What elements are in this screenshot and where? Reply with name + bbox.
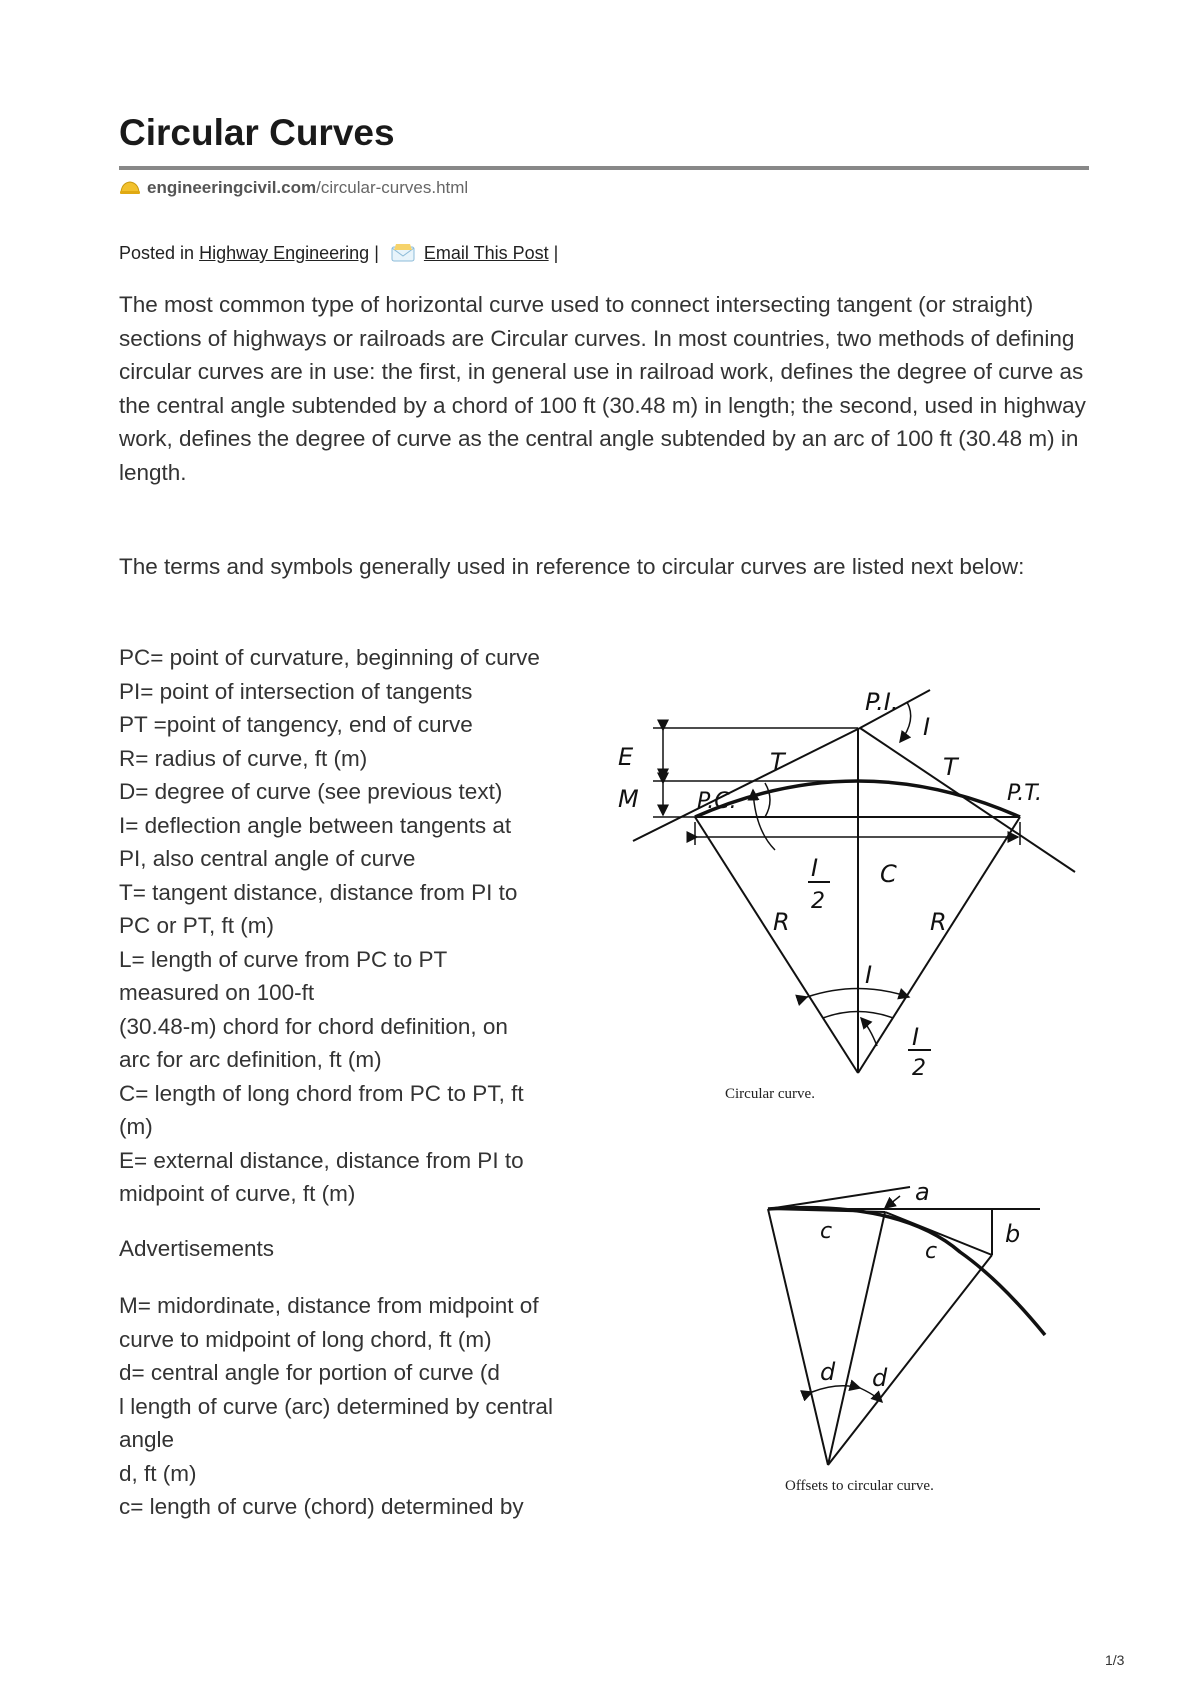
label-i-center: I bbox=[865, 961, 873, 989]
circular-curve-figure bbox=[615, 650, 1085, 1105]
figure-1-caption: Circular curve. bbox=[725, 1086, 815, 1102]
label-half2-den: 2 bbox=[912, 1056, 926, 1081]
label-half-den: 2 bbox=[811, 889, 825, 914]
term-line: L= length of curve from PC to PT bbox=[119, 946, 448, 972]
label-pi: P.I. bbox=[865, 688, 899, 716]
source-domain: engineeringcivil.com bbox=[147, 178, 317, 197]
label-c2: c bbox=[925, 1239, 938, 1264]
label-i-half2-num: I bbox=[912, 1023, 920, 1051]
term-line: R= radius of curve, ft (m) bbox=[119, 745, 368, 771]
label-b: b bbox=[1005, 1220, 1021, 1248]
term-line: l length of curve (arc) determined by central bbox=[119, 1393, 553, 1419]
term-line: d, ft (m) bbox=[119, 1460, 197, 1486]
term-line: c= length of curve (chord) determined by bbox=[119, 1494, 524, 1519]
term-line: curve to midpoint of long chord, ft (m) bbox=[119, 1326, 492, 1352]
label-d1: d bbox=[820, 1358, 836, 1386]
label-c: C bbox=[880, 860, 897, 888]
term-line: PC or PT, ft (m) bbox=[119, 913, 275, 938]
source-url[interactable] bbox=[119, 178, 468, 198]
term-line: C= length of long chord from PC to PT, ft bbox=[119, 1080, 524, 1106]
terms-list bbox=[119, 641, 604, 1211]
term-line: PI, also central angle of curve bbox=[119, 846, 416, 871]
label-pt: P.T. bbox=[1007, 781, 1043, 806]
title-divider bbox=[119, 166, 1089, 170]
label-t-left: T bbox=[770, 748, 785, 776]
label-pc: P.C. bbox=[697, 789, 737, 814]
terms-intro-paragraph: The terms and symbols generally used in reference to circular curves are listed next below: bbox=[119, 554, 1025, 579]
intro-paragraph: The most common type of horizontal curve used to connect intersecting tangent (or straight) sections of highways or railroads are Circular curves. In most countries, two methods of defining circular curves are in use: the first, in general use in railroad work, defines the degree of curve as the central angle subtended by a chord of 100 ft (30.48 m) in length; the second, used in highway work, defines the degree of curve as the central angle subtended by an arc of 100 ft (30.48 m) in length. bbox=[119, 292, 1086, 485]
term-line: arc for arc definition, ft (m) bbox=[119, 1047, 382, 1072]
term-line: (m) bbox=[119, 1114, 153, 1139]
advertisements-label: Advertisements bbox=[119, 1236, 275, 1261]
figure-2-caption: Offsets to circular curve. bbox=[785, 1478, 934, 1494]
label-t-right: T bbox=[943, 753, 958, 781]
term-line: angle bbox=[119, 1427, 175, 1452]
term-line: M= midordinate, distance from midpoint of bbox=[119, 1293, 539, 1318]
term-line: PI= point of intersection of tangents bbox=[119, 678, 473, 704]
term-line: PC= point of curvature, beginning of curve bbox=[119, 645, 540, 670]
label-e: E bbox=[618, 743, 634, 771]
label-c1: c bbox=[820, 1219, 833, 1244]
label-i-top: I bbox=[923, 713, 931, 741]
email-post-link[interactable]: Email This Post bbox=[423, 243, 549, 263]
label-i-half-num: I bbox=[811, 854, 819, 882]
page-number: 1/3 bbox=[1105, 1652, 1125, 1668]
label-m: M bbox=[618, 785, 639, 813]
term-line: I= deflection angle between tangents at bbox=[119, 812, 512, 838]
category-link[interactable]: Highway Engineering bbox=[199, 243, 370, 263]
meta-separator: | bbox=[374, 243, 379, 263]
term-line: midpoint of curve, ft (m) bbox=[119, 1181, 356, 1206]
email-icon bbox=[390, 242, 416, 264]
term-line: PT =point of tangency, end of curve bbox=[119, 712, 473, 737]
term-line: T= tangent distance, distance from PI to bbox=[119, 879, 518, 905]
label-r-right: R bbox=[930, 908, 947, 936]
label-a: a bbox=[915, 1178, 930, 1206]
term-line: D= degree of curve (see previous text) bbox=[119, 779, 503, 804]
source-path: /circular-curves.html bbox=[316, 178, 469, 197]
term-line: (30.48-m) chord for chord definition, on bbox=[119, 1013, 508, 1039]
term-line: d= central angle for portion of curve (d bbox=[119, 1360, 500, 1385]
term-line: measured on 100-ft bbox=[119, 980, 315, 1005]
hard-hat-icon bbox=[119, 178, 141, 196]
terms-list-continued bbox=[119, 1289, 604, 1524]
page-title: Circular Curves bbox=[119, 112, 395, 153]
posted-in-label: Posted in bbox=[119, 243, 195, 263]
offsets-curve-figure bbox=[760, 1160, 1050, 1500]
label-d2: d bbox=[872, 1364, 888, 1392]
meta-separator-2: | bbox=[553, 243, 559, 263]
label-r-left: R bbox=[773, 908, 790, 936]
term-line: E= external distance, distance from PI to bbox=[119, 1147, 524, 1173]
post-meta bbox=[119, 242, 558, 264]
